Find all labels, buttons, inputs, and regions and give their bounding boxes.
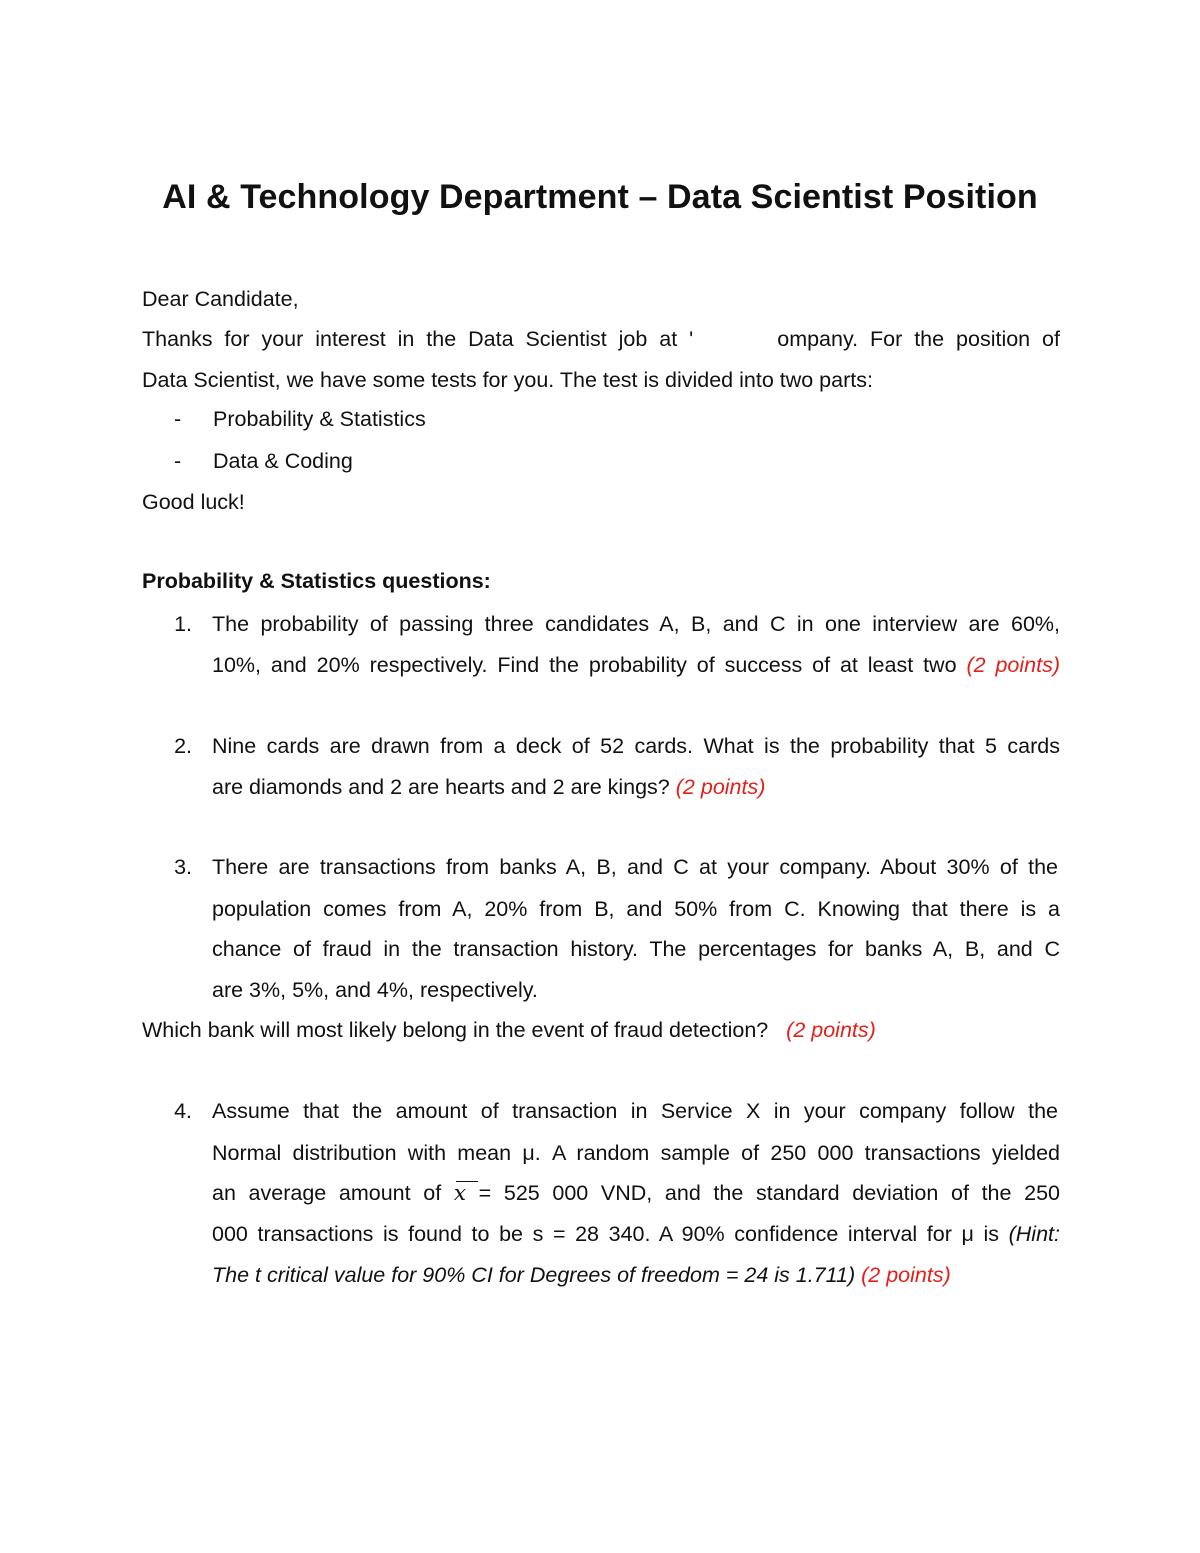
intro-text-b: ompany. For the position of	[777, 327, 1060, 351]
question-3-line-4: are 3%, 5%, and 4%, respectively.	[212, 978, 538, 1002]
question-2-text: are diamonds and 2 are hearts and 2 are kings?	[212, 775, 670, 799]
part-dash-1: -	[174, 407, 182, 431]
question-2-points: (2 points)	[675, 775, 766, 799]
closing: Good luck!	[142, 490, 245, 514]
question-3-number: 3.	[174, 855, 192, 879]
question-1-number: 1.	[174, 612, 192, 636]
question-4-line-1: Assume that the amount of transaction in Service X in your company follow the	[212, 1099, 1058, 1123]
part-dash-2: -	[174, 449, 182, 473]
question-4-line-5	[212, 1260, 951, 1290]
question-4-hint-start: (Hint:	[1008, 1222, 1060, 1246]
question-3-text: Which bank will most likely belong in the event of fraud detection?	[142, 1018, 769, 1042]
question-2-line-2	[212, 772, 765, 802]
question-1-line-2	[212, 650, 1060, 680]
part-item-2: Data & Coding	[213, 449, 353, 473]
question-4-line-2: Normal distribution with mean μ. A random sample of 250 000 transactions yielded	[212, 1141, 1060, 1165]
section-heading: Probability & Statistics questions:	[142, 569, 491, 593]
question-4-text-a: an average amount of	[212, 1181, 442, 1205]
question-3-line-2: population comes from A, 20% from B, and 50% from C. Knowing that there is a	[212, 897, 1060, 921]
question-2-line-1: Nine cards are drawn from a deck of 52 cards. What is the probability that 5 cards	[212, 734, 1060, 758]
question-4-points: (2 points)	[861, 1263, 951, 1287]
question-1-text: 10%, and 20% respectively. Find the probability of success of at least two	[212, 653, 957, 677]
intro-line-2: Data Scientist, we have some tests for you. The test is divided into two parts:	[142, 368, 873, 392]
question-4-line-4	[212, 1219, 1060, 1249]
question-1-line-1: The probability of passing three candidates A, B, and C in one interview are 60%,	[212, 612, 1060, 636]
question-1-points: (2 points)	[966, 653, 1060, 677]
question-3-line-5	[142, 1015, 876, 1045]
question-4-line-3	[212, 1178, 1060, 1209]
question-4-number: 4.	[174, 1099, 192, 1123]
question-2-number: 2.	[174, 734, 192, 758]
question-3-points: (2 points)	[786, 1018, 876, 1042]
x-bar-symbol: x	[454, 1179, 466, 1209]
part-item-1: Probability & Statistics	[213, 407, 426, 431]
intro-text-a: Thanks for your interest in the Data Scientist job at '	[142, 327, 694, 351]
intro-line-1	[142, 324, 1060, 354]
question-3-line-3: chance of fraud in the transaction history. The percentages for banks A, B, and C	[212, 937, 1060, 961]
question-4-hint: The t critical value for 90% CI for Degrees of freedom = 24 is 1.711)	[212, 1263, 856, 1287]
question-4-text-c: 000 transactions is found to be s = 28 340. A 90% confidence interval for μ is	[212, 1222, 999, 1246]
page-title: AI & Technology Department – Data Scientist Position	[162, 178, 1038, 216]
greeting: Dear Candidate,	[142, 287, 299, 311]
question-3-line-1: There are transactions from banks A, B, and C at your company. About 30% of the	[212, 855, 1058, 879]
question-4-text-b: = 525 000 VND, and the standard deviation of the 250	[478, 1181, 1060, 1205]
